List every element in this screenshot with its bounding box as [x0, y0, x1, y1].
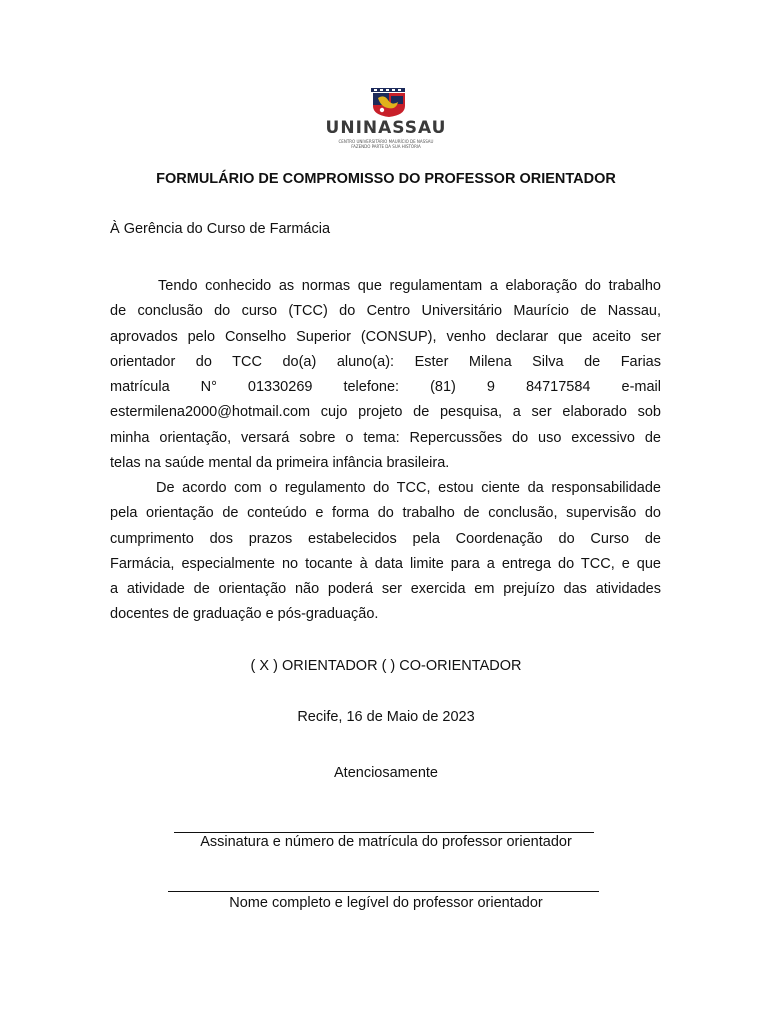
paragraph-line: matrícula N° 01330269 telefone: (81) 9 84717584 e-mail: [110, 379, 661, 396]
paragraph-commitment: [110, 274, 661, 476]
form-title: FORMULÁRIO DE COMPROMISSO DO PROFESSOR ORIENTADOR: [156, 171, 616, 187]
closing: Atenciosamente: [334, 765, 438, 781]
place-date: Recife, 16 de Maio de 2023: [297, 709, 475, 725]
greeting: À Gerência do Curso de Farmácia: [110, 221, 331, 237]
logo-subtitle: CENTRO UNIVERSITÁRIO MAURÍCIO DE NASSAU: [338, 139, 434, 144]
paragraph-responsibility: [110, 476, 661, 628]
paragraph-line: Farmácia, especialmente no tocante à data limite para a entrega do TCC, e que: [110, 555, 661, 572]
signature-line: [174, 832, 594, 833]
paragraph-line: Tendo conhecido as normas que regulamentam a elaboração do trabalho: [158, 278, 661, 294]
logo-tagline: FAZENDO PARTE DA SUA HISTÓRIA: [351, 144, 421, 149]
paragraph-line: a atividade de orientação não poderá ser exercida em prejuízo das atividades: [110, 581, 661, 598]
paragraph-line: cumprimento dos prazos estabelecidos pela Coordenação do Curso de: [110, 530, 661, 547]
paragraph-line: De acordo com o regulamento do TCC, estou ciente da responsabilidade: [156, 480, 661, 496]
uninassau-logo: [318, 86, 454, 156]
paragraph-line: minha orientação, versará sobre o tema: Repercussões do uso excessivo de: [110, 429, 661, 446]
signature-caption-matricula: Assinatura e número de matrícula do professor orientador: [200, 834, 572, 850]
name-line: [168, 891, 599, 892]
shield-emblem-icon: [318, 86, 454, 118]
paragraph-line: telas na saúde mental da primeira infância brasileira.: [110, 455, 450, 472]
signature-caption-name: Nome completo e legível do professor orientador: [229, 895, 543, 911]
paragraph-line: pela orientação de conteúdo e forma do trabalho de conclusão, supervisão do: [110, 505, 661, 522]
paragraph-line: estermilena2000@hotmail.com cujo projeto de pesquisa, a ser elaborado sob: [110, 404, 661, 421]
logo-wordmark: UNINASSAU: [325, 118, 447, 138]
paragraph-line: aprovados pelo Conselho Superior (CONSUP), venho declarar que aceito ser: [110, 328, 661, 345]
paragraph-line: docentes de graduação e pós-graduação.: [110, 606, 379, 623]
paragraph-line: orientador do TCC do(a) aluno(a): Ester Milena Silva de Farias: [110, 353, 661, 370]
paragraph-line: de conclusão do curso (TCC) do Centro Universitário Maurício de Nassau,: [110, 303, 661, 320]
role-selection: ( X ) ORIENTADOR ( ) CO-ORIENTADOR: [250, 658, 522, 674]
